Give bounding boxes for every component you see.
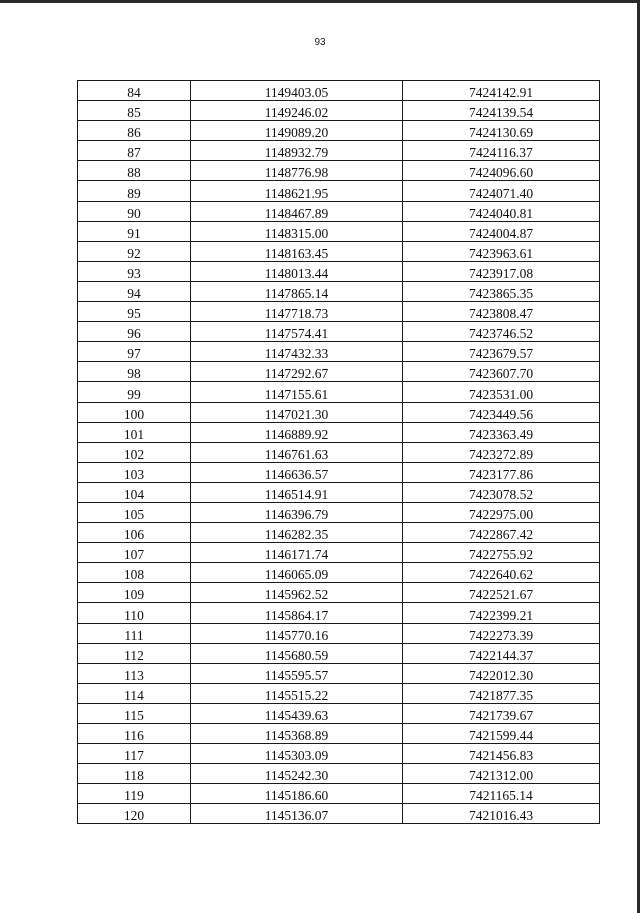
point-number-cell: 115 [78, 703, 191, 723]
table-row [78, 804, 600, 824]
table-row [78, 744, 600, 764]
x-coordinate-cell: 1148621.95 [191, 181, 403, 201]
point-number-cell: 119 [78, 784, 191, 804]
point-number-cell: 96 [78, 322, 191, 342]
point-number-cell: 95 [78, 302, 191, 322]
x-coordinate-cell: 1146171.74 [191, 543, 403, 563]
point-number-cell: 90 [78, 201, 191, 221]
x-coordinate-cell: 1145770.16 [191, 623, 403, 643]
table-row [78, 141, 600, 161]
x-coordinate-cell: 1146282.35 [191, 523, 403, 543]
point-number-cell: 91 [78, 221, 191, 241]
table-row [78, 643, 600, 663]
x-coordinate-cell: 1148163.45 [191, 241, 403, 261]
y-coordinate-cell: 7423865.35 [403, 281, 600, 301]
x-coordinate-cell: 1148932.79 [191, 141, 403, 161]
x-coordinate-cell: 1148315.00 [191, 221, 403, 241]
x-coordinate-cell: 1148776.98 [191, 161, 403, 181]
x-coordinate-cell: 1146396.79 [191, 502, 403, 522]
y-coordinate-cell: 7422975.00 [403, 502, 600, 522]
point-number-cell: 108 [78, 563, 191, 583]
table-row [78, 603, 600, 623]
y-coordinate-cell: 7423177.86 [403, 462, 600, 482]
y-coordinate-cell: 7423449.56 [403, 402, 600, 422]
x-coordinate-cell: 1149089.20 [191, 121, 403, 141]
y-coordinate-cell: 7422755.92 [403, 543, 600, 563]
x-coordinate-cell: 1146761.63 [191, 442, 403, 462]
x-coordinate-cell: 1147574.41 [191, 322, 403, 342]
y-coordinate-cell: 7421877.35 [403, 683, 600, 703]
x-coordinate-cell: 1145864.17 [191, 603, 403, 623]
table-row [78, 563, 600, 583]
x-coordinate-cell: 1146889.92 [191, 422, 403, 442]
x-coordinate-cell: 1145368.89 [191, 724, 403, 744]
point-number-cell: 89 [78, 181, 191, 201]
table-row [78, 502, 600, 522]
point-number-cell: 105 [78, 502, 191, 522]
table-row [78, 181, 600, 201]
point-number-cell: 86 [78, 121, 191, 141]
y-coordinate-cell: 7423363.49 [403, 422, 600, 442]
coordinates-table [77, 80, 600, 824]
point-number-cell: 110 [78, 603, 191, 623]
x-coordinate-cell: 1145303.09 [191, 744, 403, 764]
y-coordinate-cell: 7421016.43 [403, 804, 600, 824]
table-row [78, 784, 600, 804]
x-coordinate-cell: 1145962.52 [191, 583, 403, 603]
table-row [78, 623, 600, 643]
x-coordinate-cell: 1148467.89 [191, 201, 403, 221]
x-coordinate-cell: 1147865.14 [191, 281, 403, 301]
point-number-cell: 111 [78, 623, 191, 643]
table-row [78, 342, 600, 362]
point-number-cell: 117 [78, 744, 191, 764]
y-coordinate-cell: 7423917.08 [403, 261, 600, 281]
x-coordinate-cell: 1145136.07 [191, 804, 403, 824]
point-number-cell: 94 [78, 281, 191, 301]
point-number-cell: 112 [78, 643, 191, 663]
x-coordinate-cell: 1149403.05 [191, 81, 403, 101]
table-row [78, 703, 600, 723]
point-number-cell: 109 [78, 583, 191, 603]
table-row [78, 221, 600, 241]
point-number-cell: 106 [78, 523, 191, 543]
y-coordinate-cell: 7424116.37 [403, 141, 600, 161]
table-row [78, 362, 600, 382]
x-coordinate-cell: 1146514.91 [191, 482, 403, 502]
x-coordinate-cell: 1147155.61 [191, 382, 403, 402]
table-row [78, 442, 600, 462]
x-coordinate-cell: 1146636.57 [191, 462, 403, 482]
point-number-cell: 107 [78, 543, 191, 563]
table-row [78, 302, 600, 322]
point-number-cell: 101 [78, 422, 191, 442]
y-coordinate-cell: 7423808.47 [403, 302, 600, 322]
y-coordinate-cell: 7421599.44 [403, 724, 600, 744]
table-row [78, 764, 600, 784]
y-coordinate-cell: 7422012.30 [403, 663, 600, 683]
table-row [78, 261, 600, 281]
table-row [78, 683, 600, 703]
point-number-cell: 99 [78, 382, 191, 402]
table-row [78, 543, 600, 563]
point-number-cell: 102 [78, 442, 191, 462]
table-row [78, 422, 600, 442]
point-number-cell: 93 [78, 261, 191, 281]
table-row [78, 523, 600, 543]
table-row [78, 201, 600, 221]
y-coordinate-cell: 7423078.52 [403, 482, 600, 502]
x-coordinate-cell: 1147432.33 [191, 342, 403, 362]
y-coordinate-cell: 7421456.83 [403, 744, 600, 764]
y-coordinate-cell: 7424004.87 [403, 221, 600, 241]
x-coordinate-cell: 1147718.73 [191, 302, 403, 322]
point-number-cell: 92 [78, 241, 191, 261]
table-row [78, 161, 600, 181]
table-row [78, 663, 600, 683]
y-coordinate-cell: 7424142.91 [403, 81, 600, 101]
point-number-cell: 87 [78, 141, 191, 161]
point-number-cell: 103 [78, 462, 191, 482]
y-coordinate-cell: 7422399.21 [403, 603, 600, 623]
point-number-cell: 84 [78, 81, 191, 101]
table-row [78, 281, 600, 301]
point-number-cell: 97 [78, 342, 191, 362]
table-row [78, 121, 600, 141]
point-number-cell: 98 [78, 362, 191, 382]
y-coordinate-cell: 7423607.70 [403, 362, 600, 382]
x-coordinate-cell: 1147292.67 [191, 362, 403, 382]
y-coordinate-cell: 7423272.89 [403, 442, 600, 462]
table-row [78, 402, 600, 422]
table-row [78, 724, 600, 744]
x-coordinate-cell: 1145186.60 [191, 784, 403, 804]
y-coordinate-cell: 7424071.40 [403, 181, 600, 201]
table-row [78, 382, 600, 402]
x-coordinate-cell: 1145439.63 [191, 703, 403, 723]
table-row [78, 81, 600, 101]
y-coordinate-cell: 7424096.60 [403, 161, 600, 181]
x-coordinate-cell: 1147021.30 [191, 402, 403, 422]
y-coordinate-cell: 7424139.54 [403, 101, 600, 121]
table-row [78, 482, 600, 502]
table-row [78, 322, 600, 342]
y-coordinate-cell: 7421165.14 [403, 784, 600, 804]
x-coordinate-cell: 1149246.02 [191, 101, 403, 121]
table-row [78, 462, 600, 482]
page-number: 93 [314, 37, 326, 48]
point-number-cell: 114 [78, 683, 191, 703]
point-number-cell: 104 [78, 482, 191, 502]
y-coordinate-cell: 7422144.37 [403, 643, 600, 663]
y-coordinate-cell: 7422640.62 [403, 563, 600, 583]
table-row [78, 583, 600, 603]
y-coordinate-cell: 7421312.00 [403, 764, 600, 784]
point-number-cell: 100 [78, 402, 191, 422]
y-coordinate-cell: 7422521.67 [403, 583, 600, 603]
point-number-cell: 116 [78, 724, 191, 744]
y-coordinate-cell: 7423963.61 [403, 241, 600, 261]
y-coordinate-cell: 7423746.52 [403, 322, 600, 342]
y-coordinate-cell: 7422273.39 [403, 623, 600, 643]
x-coordinate-cell: 1145242.30 [191, 764, 403, 784]
y-coordinate-cell: 7421739.67 [403, 703, 600, 723]
y-coordinate-cell: 7423679.57 [403, 342, 600, 362]
point-number-cell: 118 [78, 764, 191, 784]
x-coordinate-cell: 1145515.22 [191, 683, 403, 703]
point-number-cell: 85 [78, 101, 191, 121]
y-coordinate-cell: 7422867.42 [403, 523, 600, 543]
scan-border-top [0, 0, 640, 3]
x-coordinate-cell: 1145595.57 [191, 663, 403, 683]
y-coordinate-cell: 7423531.00 [403, 382, 600, 402]
x-coordinate-cell: 1148013.44 [191, 261, 403, 281]
point-number-cell: 88 [78, 161, 191, 181]
table-row [78, 101, 600, 121]
table-row [78, 241, 600, 261]
point-number-cell: 120 [78, 804, 191, 824]
coordinates-table-body [78, 81, 600, 824]
x-coordinate-cell: 1146065.09 [191, 563, 403, 583]
x-coordinate-cell: 1145680.59 [191, 643, 403, 663]
y-coordinate-cell: 7424040.81 [403, 201, 600, 221]
point-number-cell: 113 [78, 663, 191, 683]
y-coordinate-cell: 7424130.69 [403, 121, 600, 141]
